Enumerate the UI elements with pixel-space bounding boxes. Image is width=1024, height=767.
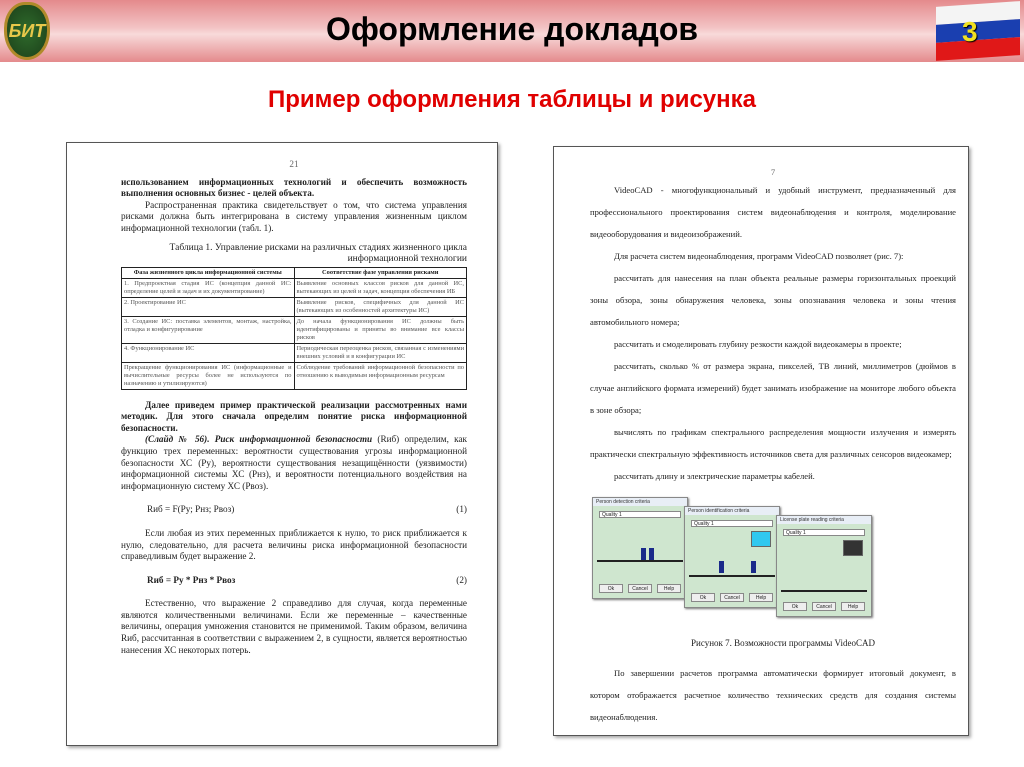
quality-select: Quality 1	[691, 520, 773, 527]
table-caption: Таблица 1. Управление рисками на различных стадиях жизненного цикла информационной технологии	[169, 242, 467, 264]
paragraph-lead: (Слайд № 56). Риск информационной безопасности	[145, 434, 373, 445]
table-cell: Выявление рисков, специфичных для данной ИС (вытекающих из особенностей архитектуры ИС)	[294, 297, 467, 316]
ok-button: Ok	[783, 602, 807, 611]
ok-button: Ok	[691, 593, 715, 602]
help-button: Help	[749, 593, 773, 602]
slide-header	[0, 0, 1024, 62]
page-number: 21	[289, 159, 299, 169]
table-cell: 3. Создание ИС: поставка элементов, монтаж, настройка, отладка и конфигурирование	[122, 316, 295, 343]
paragraph: рассчитать, сколько % от размера экрана, пикселей, ТВ линий, миллиметров (дюймов в случае английского формата измерений) будет занимать изображение на мониторе любого объекта в зоне обзора;	[590, 361, 956, 415]
page-number: 7	[770, 167, 776, 177]
dialog-title: Person identification criteria	[685, 507, 779, 515]
document-page-table-example	[66, 142, 498, 746]
table-row	[122, 278, 467, 297]
paragraph: рассчитать и смоделировать глубину резкости каждой видеокамеры в проекте;	[614, 339, 902, 349]
paragraph: использованием информационных технологий и обеспечить возможность выполнения основных бизнес - целей объекта.	[121, 176, 467, 199]
logo: БИТ	[4, 2, 50, 60]
help-button: Help	[841, 602, 865, 611]
paragraph: Далее приведем пример практической реализации рассмотренных нами методик. Для этого сначала определим понятие риска информационной безопасности.	[121, 399, 467, 433]
slide-subtitle: Пример оформления таблицы и рисунка	[267, 86, 757, 113]
dialog-title: License plate reading criteria	[777, 516, 871, 524]
ok-button: Ok	[599, 584, 623, 593]
paragraph: рассчитать для нанесения на план объекта реальные размеры горизонтальных проекций зоны обзора, зоны обнаружения человека, зоны опознавания человека и зоны чтения автомобильного номера;	[590, 273, 956, 327]
slide-number: 3	[962, 16, 978, 47]
dialog-title: Person detection criteria	[593, 498, 687, 506]
videocad-figure	[590, 497, 956, 632]
paragraph: вычислять по графикам спектрального распределения мощности излучения и измерять практически спектральную эффективность источников света для различных сенсоров видеокамер;	[590, 427, 956, 459]
formula: Rиб = Pу * Pнз * Pвоз	[147, 574, 236, 585]
cancel-button: Cancel	[720, 593, 744, 602]
quality-select: Quality 1	[599, 511, 681, 518]
figure-caption: Рисунок 7. Возможности программы VideoCAD	[691, 638, 875, 648]
table-cell: Соблюдение требований информационной безопасности по отношению к выводимым информационным ресурсам	[294, 362, 467, 389]
paragraph: рассчитать длину и электрические параметры кабелей.	[614, 471, 815, 481]
table-row	[122, 362, 467, 389]
paragraph: По завершении расчетов программа автоматически формирует итоговый документ, в котором отображается расчетное количество технических средств для создания системы видеонаблюдения.	[590, 668, 956, 722]
table-cell: До начала функционирования ИС должны быть идентифицированы и приняты во внимание все классы рисков	[294, 316, 467, 343]
formula-number: (2)	[456, 574, 467, 585]
paragraph: VideoCAD - многофункциональный и удобный инструмент, предназначенный для профессионального проектирования систем видеонаблюдения и контроля, моделирование видеооборудования и видеоизображений.	[590, 185, 956, 239]
russian-flag-icon	[936, 1, 1020, 61]
dialog-person-detection	[592, 497, 688, 599]
table-cell: 2. Проектирование ИС	[122, 297, 295, 316]
paragraph: Распространенная практика свидетельствует о том, что система управления рисками должна быть интегрирована в систему управления жизненным циклом информационной технологии (табл. 1).	[121, 199, 467, 233]
table-row	[122, 316, 467, 343]
quality-select: Quality 1	[783, 529, 865, 536]
table-header: Соответствие фазе управления рисками	[294, 267, 467, 278]
table-cell: Прекращение функционирования ИС (информационные и вычислительные ресурсы более не используются по назначению и утилизируются)	[122, 362, 295, 389]
table-cell: 1. Предпроектная стадия ИС (концепция данной ИС: определение целей и задач и их документирование)	[122, 278, 295, 297]
table-cell: Периодическая переоценка рисков, связанная с изменениями внешних условий и в конфигурации ИС	[294, 343, 467, 362]
paragraph: Естественно, что выражение 2 справедливо для случая, когда переменные являются количественными величинами. Если же переменные – качественные величины, операция умножения становится не применимой. Таким образом, величина Rиб, рассчитанная в соответствии с выражением 2, в сущности, является вероятностью нанесения ХС некоторых потерь.	[121, 598, 467, 655]
paragraph: Если любая из этих переменных приближается к нулю, то риск приближается к нулю, следовательно, для расчета величины риска информационной безопасности справедливым будет выражение 2.	[121, 527, 467, 562]
table-cell: Выявление основных классов рисков для данной ИС, вытекающих из целей и задач, концепция обеспечения ИБ	[294, 278, 467, 297]
dialog-person-identification	[684, 506, 780, 608]
table-row	[122, 343, 467, 362]
table-header: Фаза жизненного цикла информационной системы	[122, 267, 295, 278]
dialog-license-plate	[776, 515, 872, 617]
table-row	[122, 297, 467, 316]
risk-table	[121, 267, 467, 390]
slide-title: Оформление докладов	[325, 11, 699, 47]
formula: Rиб = F(Pу; Pнз; Pвоз)	[147, 504, 235, 515]
formula-number: (1)	[456, 504, 467, 515]
cancel-button: Cancel	[812, 602, 836, 611]
table-cell: 4. Функционирование ИС	[122, 343, 295, 362]
document-page-figure-example	[553, 146, 969, 736]
paragraph: Для расчета систем видеонаблюдения, программ VideoCAD позволяет (рис. 7):	[614, 251, 904, 261]
paragraph: (Rиб) определим, как функцию трех переменных: вероятности существования угрозы информационной безопасности ХС (Pу), вероятности существования незащищённости (уязвимости) информационной системы ХС (Pнз), и вероятности потенциального воздействия на информационную систему ХС (Pвоз).	[121, 434, 467, 491]
cancel-button: Cancel	[628, 584, 652, 593]
help-button: Help	[657, 584, 681, 593]
